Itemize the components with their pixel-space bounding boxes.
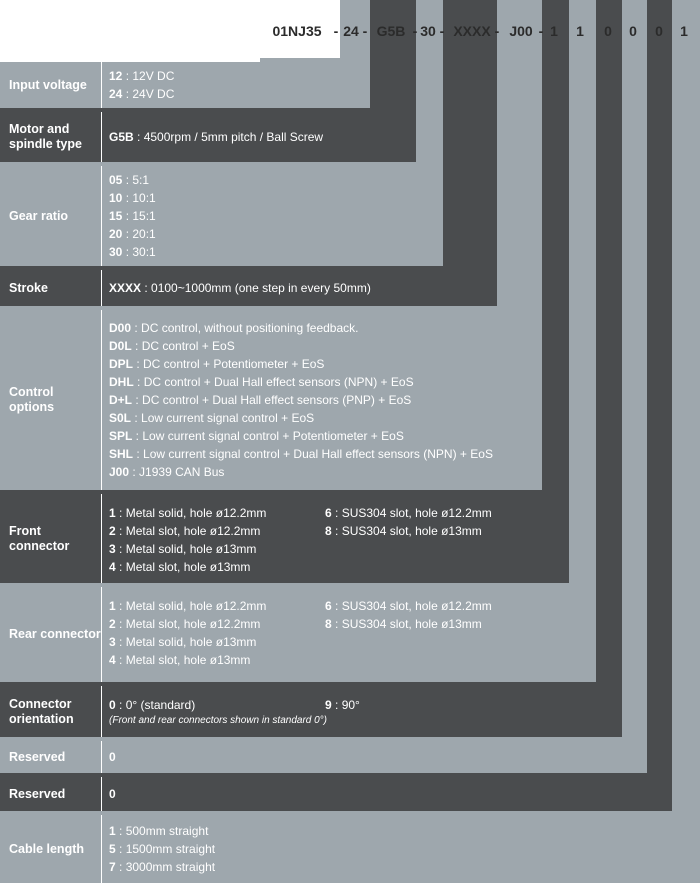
option-line xyxy=(109,463,493,481)
code-segment: 1 xyxy=(680,23,688,39)
code-segment: 0 xyxy=(655,23,663,39)
option-row xyxy=(0,112,416,162)
option-code: 9 xyxy=(325,698,332,712)
option-code: XXXX xyxy=(109,281,142,295)
option-code: SPL xyxy=(109,429,133,443)
option-line xyxy=(109,633,266,651)
option-code: 4 xyxy=(109,653,116,667)
option-text: 90° xyxy=(341,698,360,712)
option-line xyxy=(109,427,493,445)
option-colon: : xyxy=(115,560,126,574)
option-line xyxy=(109,748,116,766)
option-text: 24V DC xyxy=(132,87,175,101)
option-colon: : xyxy=(115,617,126,631)
code-segment: 24 xyxy=(343,23,359,39)
option-code: SHL xyxy=(109,447,133,461)
option-line xyxy=(109,445,493,463)
option-text: Low current signal control + Potentiometer + EoS xyxy=(142,429,404,443)
option-code: D0L xyxy=(109,339,132,353)
row-divider xyxy=(101,777,102,811)
row-values xyxy=(109,112,323,162)
option-line xyxy=(109,409,493,427)
option-colon: : xyxy=(133,357,144,371)
option-row xyxy=(0,587,596,682)
row-values xyxy=(109,777,116,811)
option-colon: : xyxy=(132,393,143,407)
option-row xyxy=(0,686,622,737)
option-text: Metal slot, hole ø12.2mm xyxy=(125,617,261,631)
code-segment: XXXX xyxy=(453,23,491,39)
option-colon: : xyxy=(133,130,144,144)
row-values xyxy=(109,815,215,883)
option-text: SUS304 slot, hole ø12.2mm xyxy=(341,506,492,520)
row-label: Input voltage xyxy=(9,77,87,92)
code-separator: - xyxy=(362,23,368,39)
row-divider xyxy=(101,112,102,162)
row-divider xyxy=(101,166,102,266)
option-line xyxy=(109,597,266,615)
option-code: 8 xyxy=(325,524,332,538)
option-code: DHL xyxy=(109,375,134,389)
option-line xyxy=(325,597,492,615)
row-values xyxy=(109,494,266,583)
option-line xyxy=(109,355,493,373)
option-text: 10:1 xyxy=(132,191,156,205)
code-header-fill xyxy=(0,0,260,62)
option-code: 12 xyxy=(109,69,123,83)
row-values xyxy=(109,310,493,490)
option-line xyxy=(325,522,492,540)
row-label: Reserved xyxy=(9,786,66,801)
option-code: 0 xyxy=(109,750,116,764)
option-line xyxy=(109,279,371,297)
option-line xyxy=(109,651,266,669)
option-line xyxy=(109,522,266,540)
option-colon: : xyxy=(115,653,126,667)
row-values xyxy=(109,166,156,266)
option-line xyxy=(109,785,116,803)
code-segment: 0 xyxy=(604,23,612,39)
option-text: 500mm straight xyxy=(125,824,209,838)
option-colon: : xyxy=(115,524,126,538)
option-colon: : xyxy=(141,281,152,295)
code-separator: - xyxy=(439,23,445,39)
option-colon: : xyxy=(331,599,342,613)
option-row xyxy=(0,310,542,490)
option-colon: : xyxy=(115,860,126,874)
option-row xyxy=(0,741,647,773)
option-line xyxy=(109,85,174,103)
option-text: 5:1 xyxy=(132,173,150,187)
option-code: 1 xyxy=(109,506,116,520)
option-line xyxy=(325,504,492,522)
option-colon: : xyxy=(122,209,133,223)
option-line xyxy=(109,822,215,840)
option-text: Metal slot, hole ø12.2mm xyxy=(125,524,261,538)
code-base: 01NJ35 xyxy=(272,23,322,39)
option-text: Metal solid, hole ø12.2mm xyxy=(125,599,267,613)
option-text: 1500mm straight xyxy=(125,842,216,856)
option-colon: : xyxy=(131,411,142,425)
option-text: 15:1 xyxy=(132,209,156,223)
option-row xyxy=(0,815,700,883)
option-text: Low current signal control + Dual Hall effect sensors (NPN) + EoS xyxy=(143,447,493,461)
option-line xyxy=(109,504,266,522)
option-text: 4500rpm / 5mm pitch / Ball Screw xyxy=(143,130,324,144)
option-colon: : xyxy=(331,506,342,520)
option-code: 2 xyxy=(109,617,116,631)
option-line xyxy=(109,615,266,633)
option-code: 24 xyxy=(109,87,123,101)
code-separator: - xyxy=(333,23,339,39)
code-segment: J00 xyxy=(509,23,533,39)
option-text: 0100~1000mm (one step in every 50mm) xyxy=(151,281,371,295)
option-colon: : xyxy=(115,842,126,856)
row-values xyxy=(109,270,371,306)
code-segment: 30 xyxy=(420,23,436,39)
option-code: 10 xyxy=(109,191,123,205)
option-code: 1 xyxy=(109,824,116,838)
option-colon: : xyxy=(115,635,126,649)
option-line xyxy=(109,189,156,207)
option-line xyxy=(325,696,360,714)
option-line xyxy=(109,858,215,876)
option-code: 3 xyxy=(109,542,116,556)
code-segment: G5B xyxy=(376,23,406,39)
option-text: SUS304 slot, hole ø13mm xyxy=(341,617,482,631)
row-divider xyxy=(101,494,102,583)
option-text: Metal solid, hole ø12.2mm xyxy=(125,506,267,520)
option-code: 30 xyxy=(109,245,123,259)
option-code: 0 xyxy=(109,787,116,801)
code-segment: 1 xyxy=(550,23,558,39)
option-colon: : xyxy=(122,87,133,101)
option-colon: : xyxy=(122,191,133,205)
option-code: 2 xyxy=(109,524,116,538)
option-colon: : xyxy=(115,599,126,613)
option-text: SUS304 slot, hole ø13mm xyxy=(341,524,482,538)
option-text: J1939 CAN Bus xyxy=(139,465,225,479)
option-code: 6 xyxy=(325,506,332,520)
row-label: Gear ratio xyxy=(9,208,69,223)
row-divider xyxy=(101,815,102,883)
option-code: 4 xyxy=(109,560,116,574)
option-line xyxy=(109,207,156,225)
option-line xyxy=(109,171,156,189)
option-colon: : xyxy=(115,824,126,838)
code-separator: - xyxy=(538,23,544,39)
row-values-col2 xyxy=(325,686,360,737)
option-colon: : xyxy=(133,447,144,461)
option-code: J00 xyxy=(109,465,130,479)
option-code: D00 xyxy=(109,321,132,335)
row-divider xyxy=(101,741,102,773)
option-text: Metal slot, hole ø13mm xyxy=(125,653,251,667)
option-code: 3 xyxy=(109,635,116,649)
option-colon: : xyxy=(331,617,342,631)
option-text: Low current signal control + EoS xyxy=(141,411,315,425)
option-line xyxy=(109,540,266,558)
row-label: Reserved xyxy=(9,749,66,764)
row-label: Stroke xyxy=(9,280,48,295)
option-code: G5B xyxy=(109,130,134,144)
option-text: Metal slot, hole ø13mm xyxy=(125,560,251,574)
option-colon: : xyxy=(331,698,342,712)
row-label: Control options xyxy=(9,385,55,414)
option-text: 20:1 xyxy=(132,227,156,241)
option-code: 05 xyxy=(109,173,123,187)
option-colon: : xyxy=(122,227,133,241)
option-colon: : xyxy=(115,542,126,556)
option-line xyxy=(109,128,323,146)
option-row xyxy=(0,494,569,583)
option-row xyxy=(0,166,443,266)
option-code: 15 xyxy=(109,209,123,223)
row-label: Rear connector xyxy=(9,627,101,641)
row-divider xyxy=(101,310,102,490)
option-text: DC control + Potentiometer + EoS xyxy=(143,357,325,371)
option-text: DC control + Dual Hall effect sensors (NPN) + EoS xyxy=(143,375,414,389)
option-text: Metal solid, hole ø13mm xyxy=(125,635,257,649)
option-text: 0° (standard) xyxy=(125,698,196,712)
option-text: 3000mm straight xyxy=(125,860,216,874)
row-label: Motor and spindle type xyxy=(9,122,82,151)
row-values-col2 xyxy=(325,587,492,682)
option-line xyxy=(109,391,493,409)
option-text: SUS304 slot, hole ø12.2mm xyxy=(341,599,492,613)
option-code: D+L xyxy=(109,393,133,407)
option-line xyxy=(109,840,215,858)
option-text: DC control + EoS xyxy=(141,339,235,353)
option-colon: : xyxy=(133,375,144,389)
option-code: 5 xyxy=(109,842,116,856)
option-colon: : xyxy=(331,524,342,538)
code-segment: 0 xyxy=(629,23,637,39)
row-values xyxy=(109,741,116,773)
option-text: DC control + Dual Hall effect sensors (PNP) + EoS xyxy=(142,393,412,407)
option-text: 30:1 xyxy=(132,245,156,259)
option-line xyxy=(109,337,493,355)
option-colon: : xyxy=(132,429,143,443)
option-code: 8 xyxy=(325,617,332,631)
row-label: Front connector xyxy=(9,523,70,553)
option-colon: : xyxy=(115,506,126,520)
row-divider xyxy=(101,587,102,682)
option-colon: : xyxy=(129,465,140,479)
option-colon: : xyxy=(115,698,126,712)
option-line xyxy=(109,225,156,243)
code-separator: - xyxy=(494,23,500,39)
option-line xyxy=(109,67,174,85)
option-colon: : xyxy=(131,321,142,335)
option-line xyxy=(325,615,492,633)
option-colon: : xyxy=(122,245,133,259)
row-divider xyxy=(101,62,102,108)
row-divider xyxy=(101,686,102,737)
option-line xyxy=(109,696,327,714)
code-separator: - xyxy=(412,23,418,39)
option-code: 0 xyxy=(109,698,116,712)
option-code: 7 xyxy=(109,860,116,874)
row-values xyxy=(109,686,327,737)
option-colon: : xyxy=(122,69,133,83)
option-code: 20 xyxy=(109,227,123,241)
option-row xyxy=(0,62,370,108)
row-values-col2 xyxy=(325,494,492,583)
row-label: Connector orientation xyxy=(9,696,74,726)
option-line xyxy=(109,373,493,391)
option-code: S0L xyxy=(109,411,132,425)
row-divider xyxy=(101,270,102,306)
option-text: Metal solid, hole ø13mm xyxy=(125,542,257,556)
option-line xyxy=(109,319,493,337)
row-label: Cable length xyxy=(9,841,85,856)
option-code: 6 xyxy=(325,599,332,613)
option-code: 1 xyxy=(109,599,116,613)
row-values xyxy=(109,62,174,108)
option-text: DC control, without positioning feedback. xyxy=(141,321,359,335)
option-row xyxy=(0,777,672,811)
option-line xyxy=(109,558,266,576)
code-segment: 1 xyxy=(576,23,584,39)
row-note: (Front and rear connectors shown in standard 0°) xyxy=(109,715,327,726)
option-text: 12V DC xyxy=(132,69,175,83)
option-line xyxy=(109,243,156,261)
row-values xyxy=(109,587,266,682)
option-colon: : xyxy=(122,173,133,187)
option-code: DPL xyxy=(109,357,133,371)
option-row xyxy=(0,270,497,306)
option-colon: : xyxy=(131,339,142,353)
